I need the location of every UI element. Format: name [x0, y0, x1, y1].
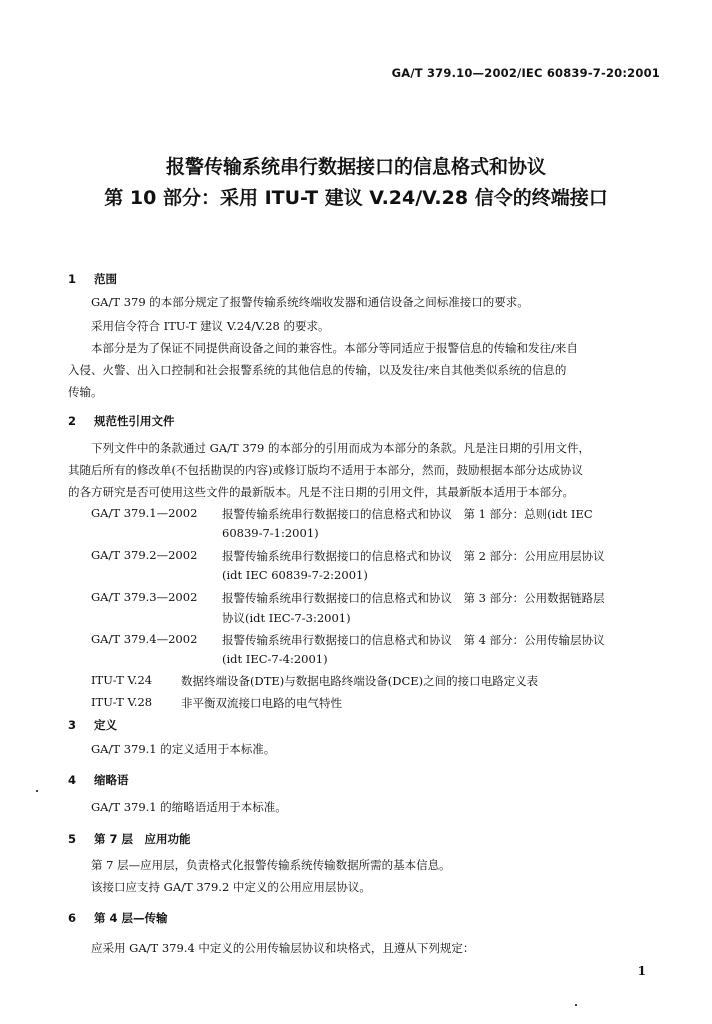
reference-title-cont: (idt IEC-7-4:2001) [222, 652, 328, 666]
section-number: 5 [68, 832, 77, 846]
section-title: 范围 [94, 272, 117, 286]
section-1-heading [68, 271, 117, 287]
section-title: 第 7 层 应用功能 [94, 832, 191, 846]
paragraph-line: 采用信令符合 ITU-T 建议 V.24/V.28 的要求。 [91, 319, 330, 333]
section-title: 第 4 层—传输 [94, 911, 168, 925]
paragraph-line: 其随后所有的修改单(不包括勘误的内容)或修订版均不适用于本部分，然而，鼓励根据本部分达成协议 [68, 463, 583, 477]
paragraph-line: 应采用 GA/T 379.4 中定义的公用传输层协议和块格式，且遵从下列规定： [91, 941, 475, 955]
section-title: 缩略语 [94, 773, 129, 787]
scan-speck [36, 790, 38, 792]
document-title-line1: 报警传输系统串行数据接口的信息格式和协议 [165, 156, 546, 178]
reference-title: 报警传输系统串行数据接口的信息格式和协议 第 3 部分：公用数据链路层 [222, 591, 605, 605]
reference-title-cont: 60839-7-1:2001) [222, 526, 319, 540]
reference-title: 报警传输系统串行数据接口的信息格式和协议 第 2 部分：公用应用层协议 [222, 549, 605, 563]
paragraph-line: 本部分是为了保证不同提供商设备之间的兼容性。本部分等同适应于报警信息的传输和发往/来自 [91, 341, 578, 355]
section-number: 1 [68, 272, 77, 286]
reference-title-cont: 协议(idt IEC-7-3:2001) [222, 611, 351, 625]
reference-title-cont: (idt IEC 60839-7-2:2001) [222, 568, 368, 582]
itu-reference-code: ITU-T V.24 [91, 673, 153, 687]
section-6-heading [68, 910, 168, 926]
reference-code: GA/T 379.1—2002 [91, 506, 198, 520]
itu-reference-title: 数据终端设备(DTE)与数据电路终端设备(DCE)之间的接口电路定义表 [181, 674, 539, 688]
paragraph-line: 的各方研究是否可使用这些文件的最新版本。凡是不注日期的引用文件，其最新版本适用于本部分。 [68, 485, 574, 499]
section-number: 6 [68, 911, 77, 925]
section-5-heading [68, 831, 191, 847]
standard-code: GA/T 379.10—2002/IEC 60839-7-20:2001 [391, 66, 660, 80]
paragraph-line: GA/T 379.1 的定义适用于本标准。 [91, 742, 276, 756]
document-title-line2: 第 10 部分：采用 ITU-T 建议 V.24/V.28 信令的终端接口 [104, 187, 608, 209]
reference-title: 报警传输系统串行数据接口的信息格式和协议 第 1 部分：总则(idt IEC [222, 507, 593, 521]
reference-code: GA/T 379.4—2002 [91, 632, 198, 646]
paragraph-line: GA/T 379.1 的缩略语适用于本标准。 [91, 800, 287, 814]
section-4-heading [68, 772, 129, 788]
scan-speck [575, 1004, 577, 1006]
section-title: 规范性引用文件 [94, 414, 175, 428]
paragraph-line: 该接口应支持 GA/T 379.2 中定义的公用应用层协议。 [91, 880, 371, 894]
page-number: 1 [637, 964, 646, 978]
paragraph-line: 传输。 [68, 385, 103, 399]
paragraph-line: 第 7 层—应用层，负责格式化报警传输系统传输数据所需的基本信息。 [91, 858, 451, 872]
section-2-heading [68, 413, 175, 429]
paragraph-line: 入侵、火警、出入口控制和社会报警系统的其他信息的传输，以及发往/来自其他类似系统的信息的 [68, 363, 567, 377]
itu-reference-title: 非平衡双流接口电路的电气特性 [181, 696, 342, 710]
section-number: 2 [68, 414, 77, 428]
reference-title: 报警传输系统串行数据接口的信息格式和协议 第 4 部分：公用传输层协议 [222, 633, 605, 647]
section-number: 4 [68, 773, 77, 787]
reference-code: GA/T 379.3—2002 [91, 590, 198, 604]
section-title: 定义 [94, 718, 117, 732]
itu-reference-code: ITU-T V.28 [91, 695, 153, 709]
section-3-heading [68, 717, 117, 733]
reference-code: GA/T 379.2—2002 [91, 548, 198, 562]
paragraph-line: 下列文件中的条款通过 GA/T 379 的本部分的引用而成为本部分的条款。凡是注日期的引用文件， [91, 441, 590, 455]
section-number: 3 [68, 718, 77, 732]
paragraph-line: GA/T 379 的本部分规定了报警传输系统终端收发器和通信设备之间标准接口的要求。 [91, 295, 529, 309]
